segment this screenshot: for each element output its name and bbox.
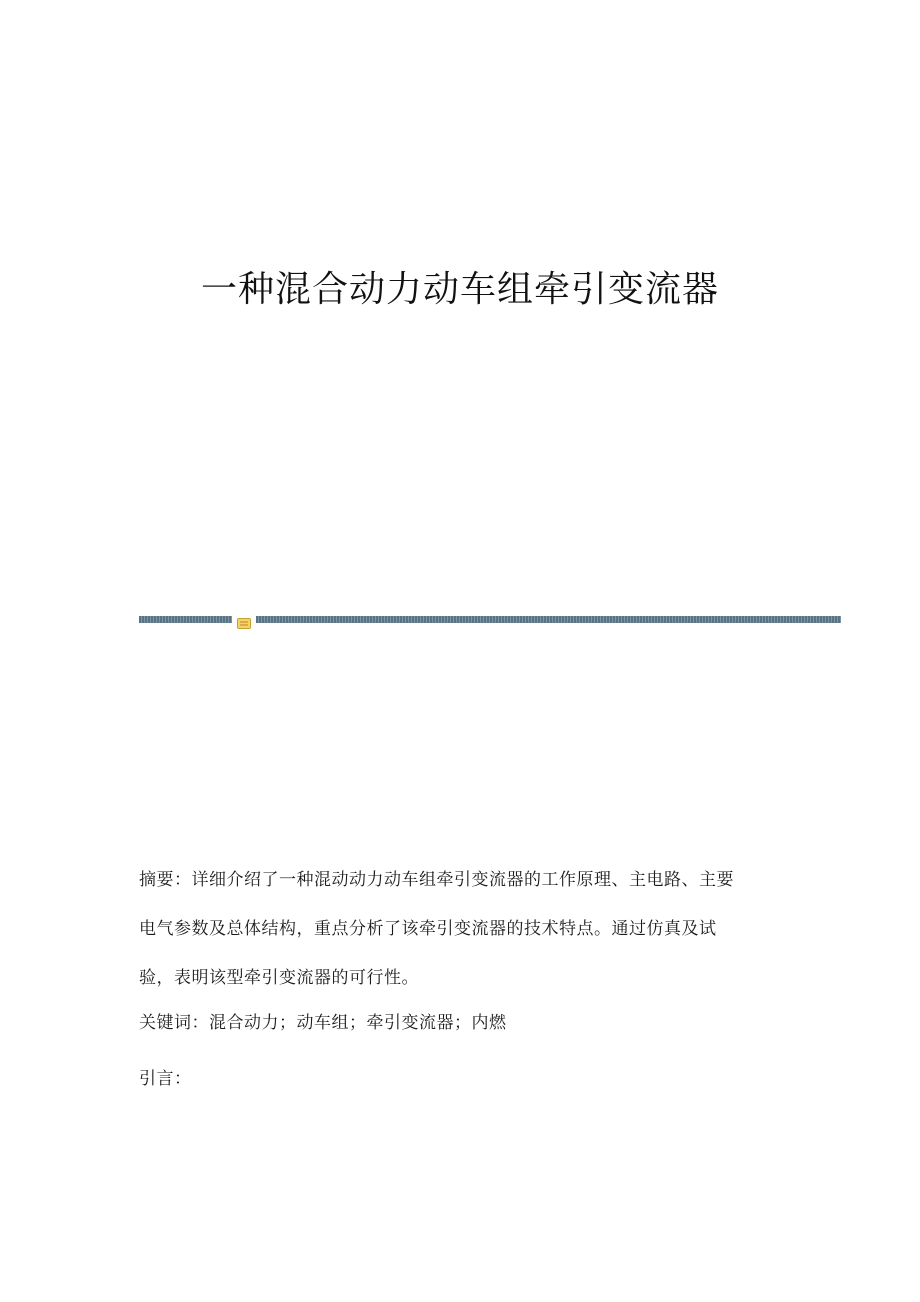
introduction-heading: 引言：	[139, 1069, 192, 1089]
document-title: 一种混合动力动车组牵引变流器	[200, 269, 719, 310]
abstract-paragraph	[139, 856, 789, 1003]
abstract-line: 验，表明该型牵引变流器的可行性。	[139, 968, 419, 988]
divider-bar-right	[256, 616, 841, 623]
abstract-line: 电气参数及总体结构，重点分析了该牵引变流器的技术特点。通过仿真及试	[139, 919, 717, 939]
abstract-line: 摘要：详细介绍了一种混动动力动车组牵引变流器的工作原理、主电路、主要	[139, 870, 734, 890]
gold-ornament-icon	[237, 614, 251, 625]
divider-bar-left	[139, 616, 232, 623]
section-divider	[139, 614, 841, 626]
keywords-line: 关键词：混合动力；动车组；牵引变流器；内燃	[139, 1013, 507, 1033]
